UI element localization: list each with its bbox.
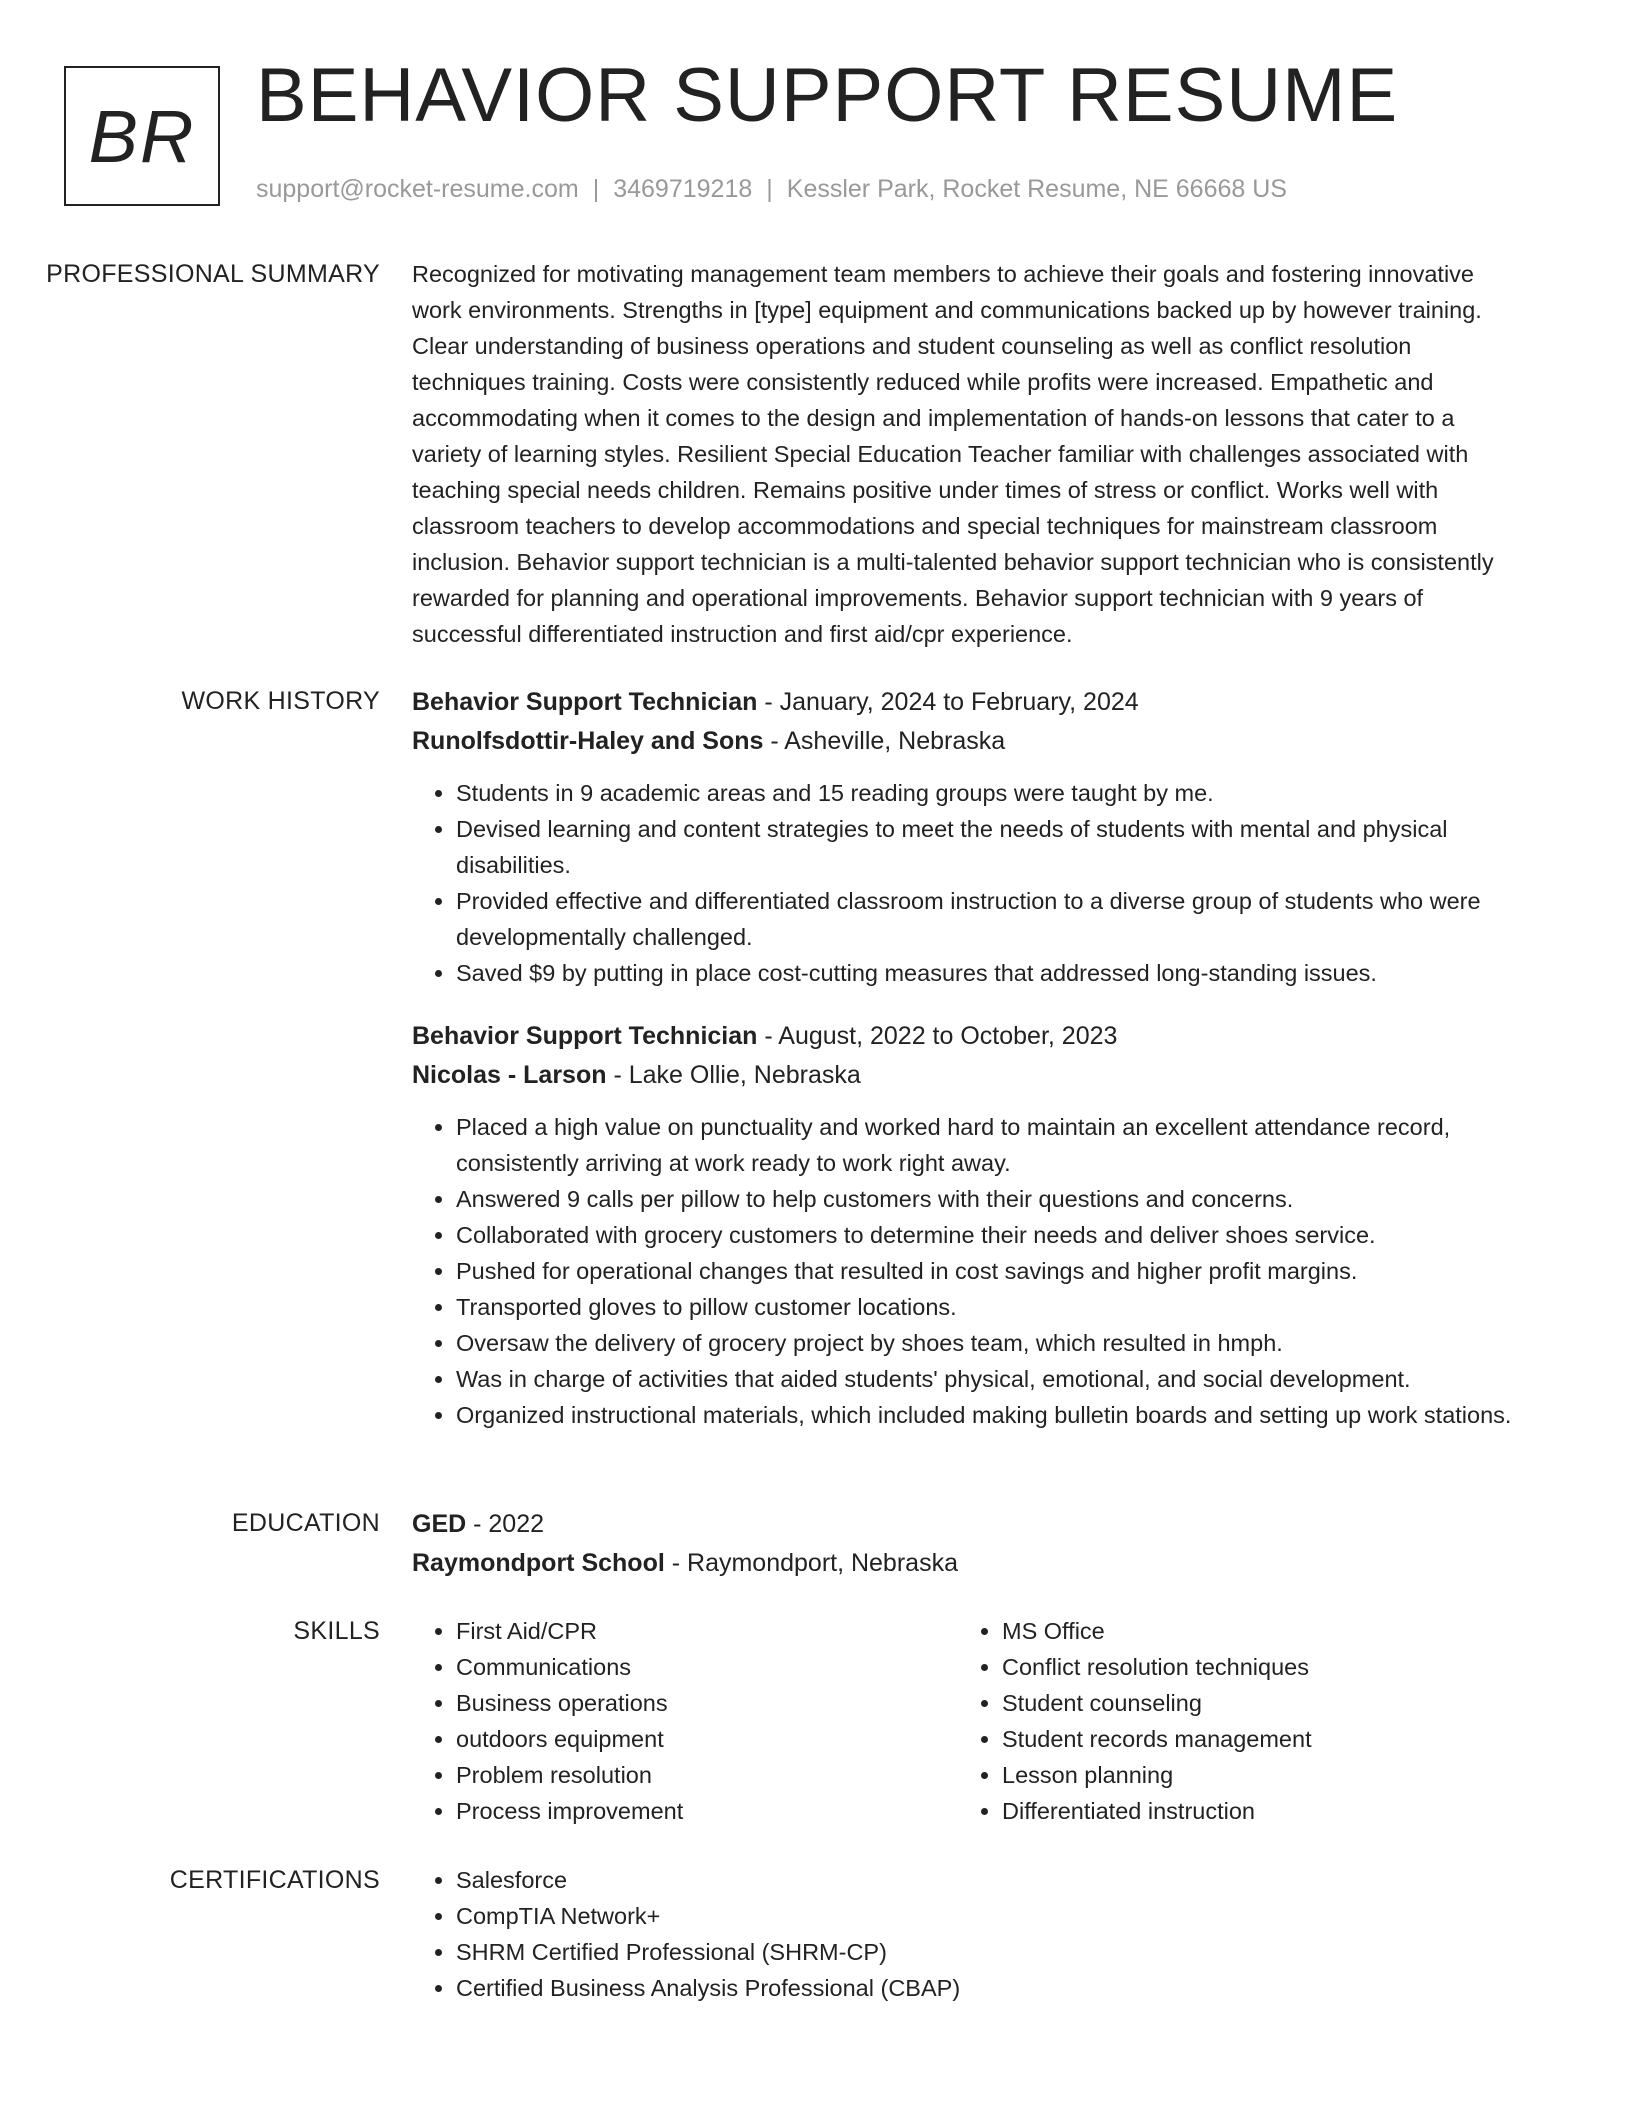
- certification-item: • CompTIA Network+: [456, 1898, 1524, 1934]
- summary-section: [0, 256, 1632, 652]
- job-bullet: • Placed a high value on punctuality and worked hard to maintain an excellent attendance record, consistently arriving at work ready to work right away.: [456, 1109, 1524, 1181]
- skill-item: • Student counseling: [1002, 1685, 1504, 1721]
- education-school-line: [412, 1544, 1524, 1583]
- job-title-line: [412, 1017, 1524, 1056]
- education-location: - Raymondport, Nebraska: [664, 1549, 958, 1577]
- section-label-work-history: WORK HISTORY: [181, 687, 380, 715]
- summary-text: Recognized for motivating management team members to achieve their goals and fostering innovative work environments. Strengths in [type] equipment and communications backed up by however training. Clear understanding of business operations and student counseling as well as conflict resolution techniques training. Costs were consistently reduced while profits were increased. Empathetic and accommodating when it comes to the design and implementation of hands-on lessons that cater to a variety of learning styles. Resilient Special Education Teacher familiar with challenges associated with teaching special needs children. Remains positive under times of stress or conflict. Works well with classroom teachers to develop accommodations and special techniques for mainstream classroom inclusion. Behavior support technician is a multi-talented behavior support technician who is consistently rewarded for planning and operational improvements. Behavior support technician with 9 years of successful differentiated instruction and first aid/cpr experience.: [412, 261, 1494, 647]
- section-label-summary: PROFESSIONAL SUMMARY: [46, 260, 380, 288]
- job-bullets: [412, 1109, 1524, 1433]
- skill-item: • Business operations: [456, 1685, 958, 1721]
- section-label-certifications: CERTIFICATIONS: [169, 1866, 380, 1894]
- job-dates: - January, 2024 to February, 2024: [757, 688, 1139, 716]
- work-history-section: [0, 683, 1632, 1433]
- job-title-line: [412, 683, 1524, 722]
- education-year: - 2022: [466, 1510, 545, 1538]
- skill-item: • Conflict resolution techniques: [1002, 1649, 1504, 1685]
- job-bullet: • Saved $9 by putting in place cost-cutting measures that addressed long-standing issues.: [456, 955, 1524, 991]
- job-company: Runolfsdottir-Haley and Sons: [412, 727, 764, 755]
- education-degree: GED: [412, 1510, 467, 1538]
- job-bullet: • Answered 9 calls per pillow to help customers with their questions and concerns.: [456, 1181, 1524, 1217]
- skill-item: • Student records management: [1002, 1721, 1504, 1757]
- job-bullet: • Was in charge of activities that aided students' physical, emotional, and social development.: [456, 1361, 1524, 1397]
- job-dates: - August, 2022 to October, 2023: [757, 1022, 1118, 1050]
- contact-address: Kessler Park, Rocket Resume, NE 66668 US: [786, 175, 1287, 203]
- job-company-line: [412, 722, 1524, 761]
- job-bullet: • Provided effective and differentiated classroom instruction to a diverse group of students who were developmentally challenged.: [456, 883, 1524, 955]
- job-location: - Asheville, Nebraska: [763, 727, 1006, 755]
- jobs-list: [412, 683, 1524, 1433]
- skill-item: • Communications: [456, 1649, 958, 1685]
- education-section: [0, 1505, 1632, 1583]
- job-bullet: • Devised learning and content strategies to meet the needs of students with mental and physical disabilities.: [456, 811, 1524, 883]
- job-location: - Lake Ollie, Nebraska: [606, 1061, 861, 1089]
- skills-list-left: [412, 1613, 958, 1829]
- certification-item: • Salesforce: [456, 1862, 1524, 1898]
- job-entry: [412, 683, 1524, 991]
- certifications-list: [412, 1862, 1524, 2006]
- job-bullet: • Collaborated with grocery customers to determine their needs and deliver shoes service.: [456, 1217, 1524, 1253]
- section-label-skills: SKILLS: [293, 1617, 380, 1645]
- job-bullet: • Students in 9 academic areas and 15 reading groups were taught by me.: [456, 775, 1524, 811]
- contact-separator: |: [766, 175, 773, 203]
- education-school: Raymondport School: [412, 1549, 665, 1577]
- skill-item: • MS Office: [1002, 1613, 1504, 1649]
- contact-email: support@rocket-resume.com: [256, 175, 579, 203]
- job-bullet: • Organized instructional materials, which included making bulletin boards and setting up work stations.: [456, 1397, 1524, 1433]
- skill-item: • Problem resolution: [456, 1757, 958, 1793]
- section-label-education: EDUCATION: [231, 1509, 380, 1537]
- monogram-badge: BR: [64, 66, 220, 206]
- job-bullet: • Transported gloves to pillow customer locations.: [456, 1289, 1524, 1325]
- contact-line: [256, 175, 1287, 204]
- skill-item: • Process improvement: [456, 1793, 958, 1829]
- education-degree-line: [412, 1505, 1524, 1544]
- contact-phone: 3469719218: [613, 175, 753, 203]
- certification-item: • Certified Business Analysis Professional (CBAP): [456, 1970, 1524, 2006]
- contact-separator: |: [592, 175, 600, 203]
- job-bullets: [412, 775, 1524, 991]
- certification-item: • SHRM Certified Professional (SHRM-CP): [456, 1934, 1524, 1970]
- job-bullet: • Oversaw the delivery of grocery project by shoes team, which resulted in hmph.: [456, 1325, 1524, 1361]
- job-entry: [412, 1017, 1524, 1433]
- skills-list-right: [958, 1613, 1504, 1829]
- skill-item: • First Aid/CPR: [456, 1613, 958, 1649]
- job-company: Nicolas - Larson: [412, 1061, 607, 1089]
- job-title: Behavior Support Technician: [412, 1022, 758, 1050]
- skill-item: • outdoors equipment: [456, 1721, 958, 1757]
- skill-item: • Lesson planning: [1002, 1757, 1504, 1793]
- skill-item: • Differentiated instruction: [1002, 1793, 1504, 1829]
- job-bullet: • Pushed for operational changes that resulted in cost savings and higher profit margins.: [456, 1253, 1524, 1289]
- job-company-line: [412, 1056, 1524, 1095]
- page-title: BEHAVIOR SUPPORT RESUME: [256, 53, 1399, 138]
- skills-grid: [412, 1613, 1524, 1829]
- skills-section: [0, 1613, 1632, 1829]
- certifications-section: [0, 1862, 1632, 2006]
- job-title: Behavior Support Technician: [412, 688, 758, 716]
